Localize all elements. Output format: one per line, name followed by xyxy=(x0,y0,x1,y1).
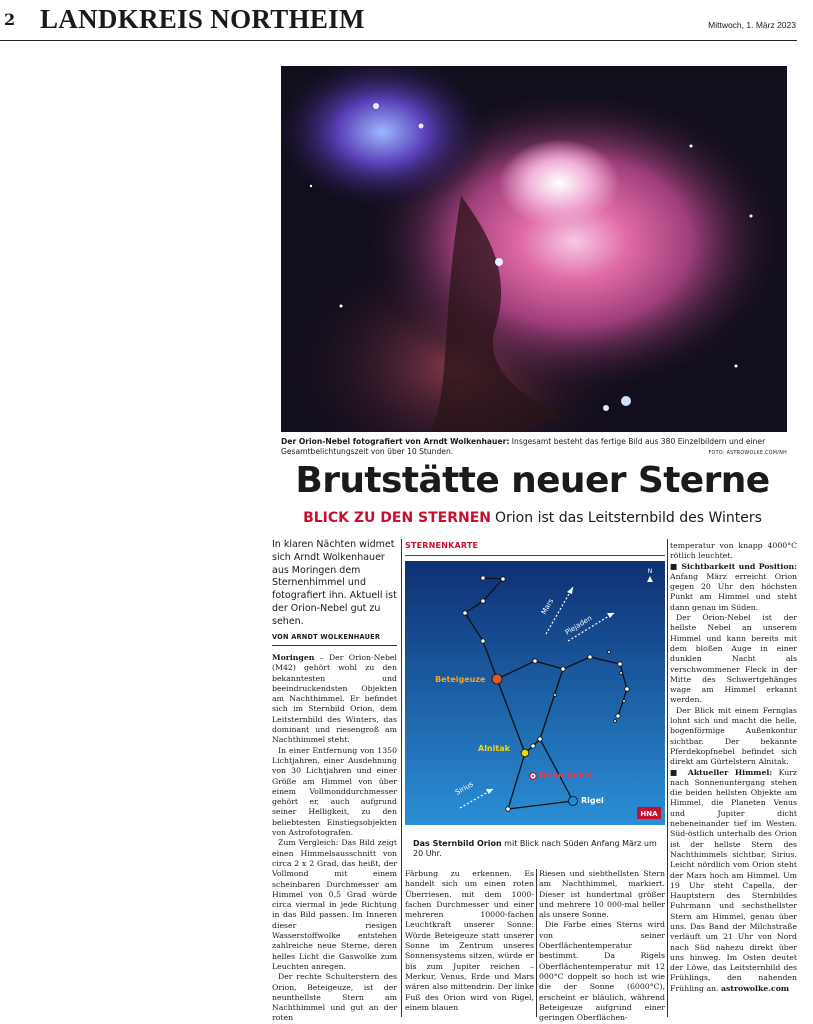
photo-caption-bold: Der Orion-Nebel fotografiert von Arndt Wolkenhauer: xyxy=(281,437,510,446)
article-column-4 xyxy=(670,541,797,994)
paragraph: Der Orion-Nebel ist der hellste Nebel an unserem Himmel und kann bereits mit dem bloßen Auge in einer dunklen Nacht als verschwommener Fleck in der Mitte des Schwertgehänges wage am Himmel erkannt werden. xyxy=(670,613,797,705)
star-map-rule xyxy=(405,555,665,556)
dateline: Moringen xyxy=(272,653,315,662)
subheading-aktueller-himmel: ■ Aktueller Himmel: xyxy=(670,767,773,777)
paragraph: Riesen und siebthellsten Stern am Nachthimmel, markiert. Dieser ist hundertmal größer und mehrere 10 000-mal heller als unsere Sonne. xyxy=(539,869,665,920)
subline-kicker: BLICK ZU DEN STERNEN xyxy=(303,510,492,526)
column-divider xyxy=(667,539,668,1017)
subline-text: Orion ist das Leitsternbild des Winters xyxy=(495,510,762,526)
header-rule xyxy=(0,40,797,41)
article-subline xyxy=(270,510,795,526)
nebula-image xyxy=(281,66,787,432)
star-map-caption xyxy=(413,839,663,859)
star-map-label: STERNENKARTE xyxy=(405,541,479,550)
section-title: LANDKREIS NORTHEIM xyxy=(40,4,365,34)
paragraph-text: Anfang März erreicht Orion gegen 20 Uhr den höchsten Punkt am Himmel und steht dann genau im Süden. xyxy=(670,571,797,612)
issue-date: Mittwoch, 1. März 2023 xyxy=(708,20,796,30)
label-mars: Mars xyxy=(539,597,556,616)
paragraph: In einer Entfernung von 1350 Lichtjahren, einer Ausdehnung von 30 Lichtjahren und einer Größe am Himmel von über einem Vollmonddurchmesser gehört er, auch aufgrund seiner Helligkeit, zu den beliebtesten Einstiegsobjekten von Astrofotografen. xyxy=(272,745,397,838)
article-teaser: In klaren Nächten widmet sich Arndt Wolkenhauer aus Moringen dem Sternenhimmel und fotografiert ihn. Aktuell ist der Orion-Nebel gut zu sehen. xyxy=(272,539,397,627)
paragraph xyxy=(670,562,797,613)
byline-rule xyxy=(272,645,397,646)
label-alnitak: Alnitak xyxy=(478,744,510,753)
label-sirius: Sirius xyxy=(454,780,475,797)
paragraph: Färbung zu erkennen. Es handelt sich um einen roten Überriesen, mit dem 1000-fachen Durchmesser und einer mehreren 10000-fachen Leuchtkraft unserer Sonne: Würde Beteigeuze statt unserer Sonne im Zentrum unseres Sonnensystems sitzen, würde er bis zum Jupiter reichen – Merkur, Venus, Erde und Mars wären also mittendrin. Der linke Fuß des Orion wird von Rigel, einem blauen xyxy=(405,869,534,1012)
article-column-1 xyxy=(272,653,397,1024)
star-map xyxy=(405,561,665,825)
column-divider xyxy=(401,539,402,1017)
paragraph-text: – Der Orion-Nebel (M42) gehört wohl zu den bekanntesten und beeindruckendsten Objekten am Nachthimmel. Er befindet sich im Sternbild Orion, dem Leitsternbild des Winters, das dominant und riesengroß am Nachthimmel steht. xyxy=(272,653,397,745)
compass-letter: N xyxy=(647,568,653,575)
paragraph: Der Blick mit einem Fernglas lohnt sich und macht die helle, bogenförmige Außenkontur sichtbar. Der bekannte Pferdekopfnebel befindet sich direkt am Gürtelstern Alnitak. xyxy=(670,705,797,767)
label-beteigeuze: Beteigeuze xyxy=(435,675,486,684)
alnitak-star xyxy=(521,749,529,757)
paragraph: temperatur von knapp 4000°C rötlich leuchtet. xyxy=(670,541,797,561)
photo-credit: FOTO: ASTROWOLKE.COM/NH xyxy=(708,451,787,456)
orion-nebula-dot xyxy=(532,775,534,777)
subheading-sichtbarkeit: ■ Sichtbarkeit und Position: xyxy=(670,561,797,571)
photo-caption-text: Insgesamt besteht das fertige Bild aus 380 Einzelbildern und einer Gesamtbelichtungszeit von über 10 Stunden. xyxy=(281,437,766,456)
article-column-2 xyxy=(405,869,534,1013)
label-plejaden: Plejaden xyxy=(563,614,594,637)
label-orion-nebel: Orion Nebel xyxy=(539,771,593,780)
star-map-graphic xyxy=(405,561,665,825)
website-link[interactable]: astrowolke.com xyxy=(720,983,790,993)
column-divider xyxy=(536,869,537,1017)
beteigeuze-star xyxy=(492,674,502,684)
paragraph: Der rechte Schulterstern des Orion, Beteigeuze, ist der neunthellste Stern am Nachthimmel und gut an der roten xyxy=(272,972,397,1023)
label-rigel: Rigel xyxy=(581,796,604,805)
paragraph-text: Kurz nach Sonnenuntergang stehen die beiden hellsten Objekte am Himmel, die Planeten Venus und Jupiter dicht nebeneinander tief im Westen. Süd-östlich unterhalb des Orion ist der hellste Stern des Nachthimmels sichtbar, Sirius. Leicht nördlich vom Orion steht der Mars hoch am Himmel. Um 19 Uhr steht Capella, der Hauptstern des Sternbildes Fuhrmann und sechsthellster Stern am Himmel, genau über uns. Das Band der Milchstraße verläuft um 21 Uhr von Nord nach Süd nahezu direkt über uns hinweg. Im Osten deutet der Löwe, das Leitsternbild des Frühlings, den nahenden Frühling an. xyxy=(670,767,797,993)
hna-logo-text: HNA xyxy=(640,810,658,818)
star-map-caption-bold: Das Sternbild Orion xyxy=(413,839,502,848)
paragraph xyxy=(670,768,797,995)
orion-nebula-photo xyxy=(281,66,787,432)
paragraph xyxy=(272,653,397,746)
page-number: 2 xyxy=(4,10,16,29)
rigel-star xyxy=(569,797,578,806)
article-headline: Brutstätte neuer Sterne xyxy=(295,460,770,501)
paragraph: Zum Vergleich: Das Bild zeigt einen Himmelsausschnitt von circa 2 x 2 Grad, das heißt, der Vollmond mit einem scheinbaren Durchmesser am Himmel von 0,5 Grad würde circa viermal in jede Richtung in das Bild passen. Im Inneren dieser riesigen Wasserstoffwolke entstehen zahlreiche neue Sterne, deren helles Licht die Gaswolke zum Leuchten anregen. xyxy=(272,838,397,971)
article-column-3 xyxy=(539,869,665,1023)
article-byline: VON ARNDT WOLKENHAUER xyxy=(272,633,381,641)
paragraph: Die Farbe eines Sterns wird von seiner Oberflächentemperatur bestimmt. Da Rigels Oberflächentemperatur mit 12 000°C doppelt so hoch ist wie die der Sonne (6000°C), erscheint er bläulich, während Beteigeuze aufgrund einer geringen Oberflächen- xyxy=(539,920,665,1023)
star-map-caption-text: mit Blick nach Süden Anfang März um 20 Uhr. xyxy=(413,839,657,858)
